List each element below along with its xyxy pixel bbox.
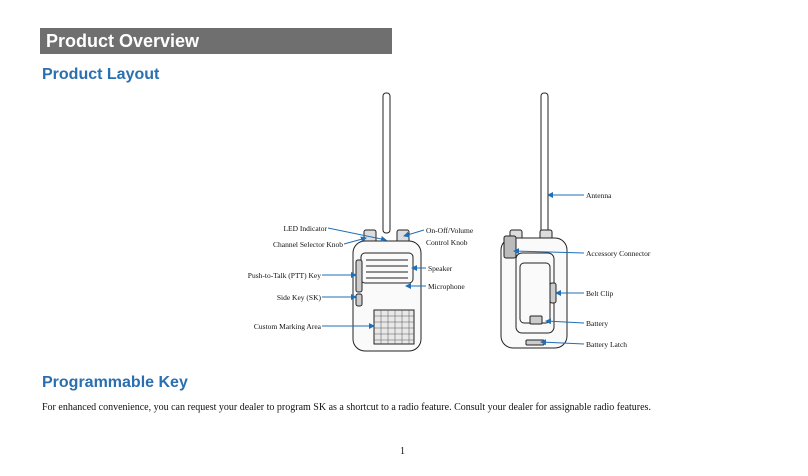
radio-illustration	[236, 88, 668, 358]
label-custom-marking-area: Custom Marking Area	[253, 322, 321, 331]
product-layout-figure	[236, 88, 668, 358]
page-number: 1	[400, 446, 405, 457]
product-layout-heading: Product Layout	[42, 66, 160, 83]
label-control-knob: Control Knob	[426, 238, 468, 247]
label-on-off-volume: On-Off/Volume	[426, 226, 474, 235]
front-radio	[353, 93, 421, 351]
label-microphone: Microphone	[428, 282, 465, 291]
label-battery: Battery	[586, 319, 609, 328]
label-accessory-connector: Accessory Connector	[586, 249, 651, 258]
label-ptt-key: Push-to-Talk (PTT) Key	[247, 271, 321, 280]
programmable-key-text: For enhanced convenience, you can request your dealer to program SK as a shortcut to a radio feature. Consult your dealer for assignable radio features.	[42, 402, 651, 413]
label-antenna: Antenna	[586, 191, 612, 200]
label-led-indicator: LED Indicator	[283, 224, 327, 233]
programmable-key-heading: Programmable Key	[42, 374, 188, 391]
label-speaker: Speaker	[428, 264, 453, 273]
label-belt-clip: Belt Clip	[586, 289, 614, 298]
label-side-key: Side Key (SK)	[276, 293, 321, 302]
label-channel-selector-knob: Channel Selector Knob	[273, 240, 343, 249]
section-title-banner: Product Overview	[40, 28, 392, 54]
back-radio	[501, 93, 567, 348]
label-battery-latch: Battery Latch	[586, 340, 628, 349]
